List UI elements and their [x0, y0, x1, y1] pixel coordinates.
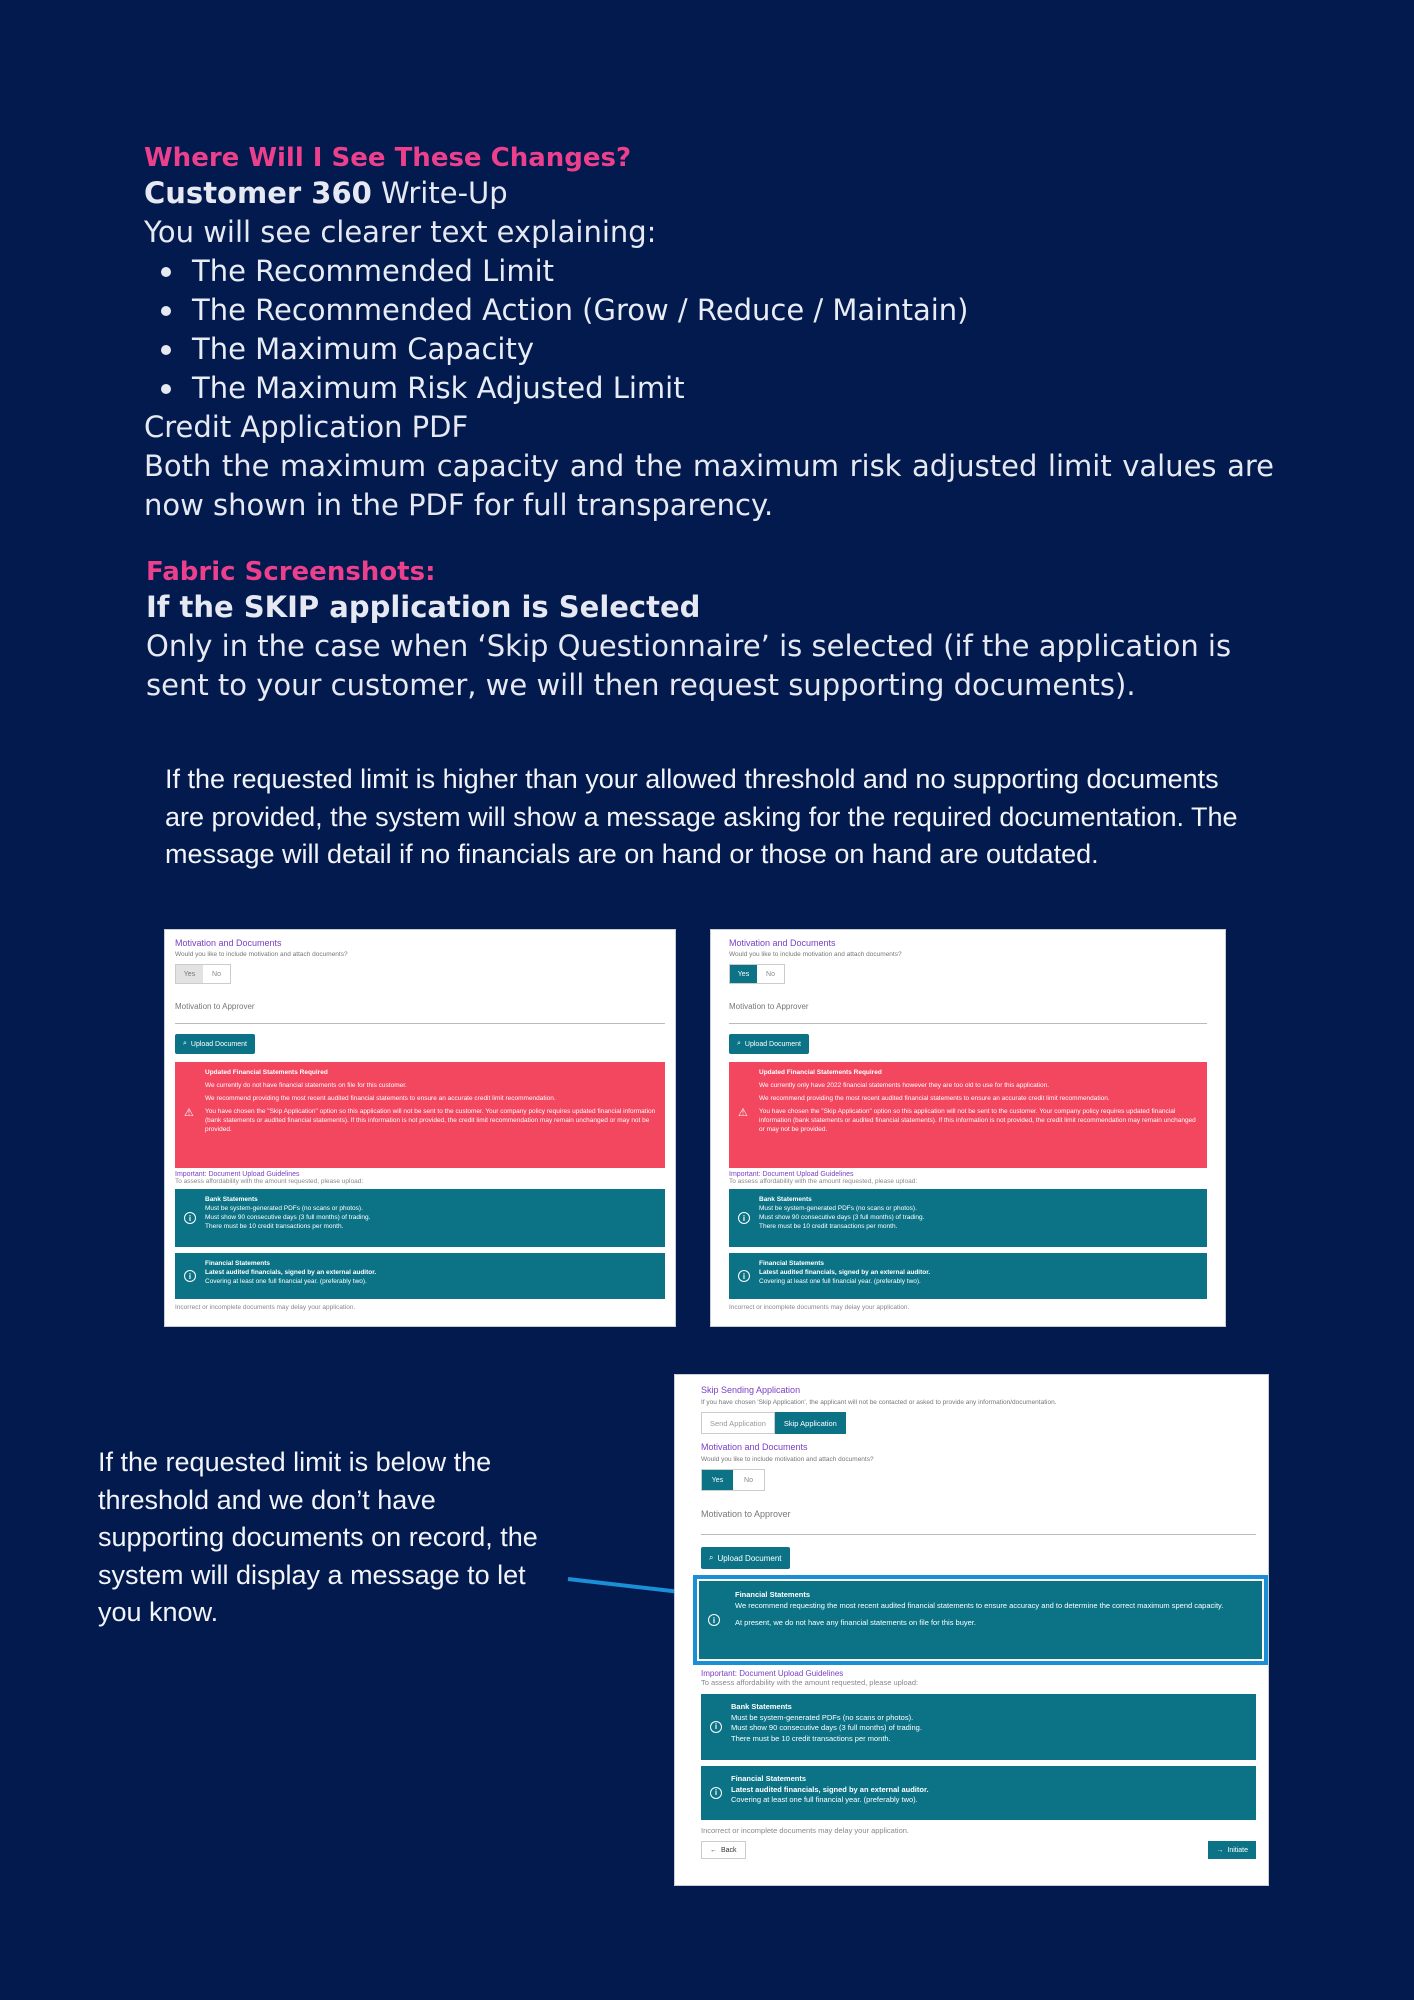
yes-option[interactable]: Yes — [730, 965, 757, 983]
send-skip-toggle[interactable] — [701, 1412, 1256, 1434]
screenshot-outdated-financials — [710, 929, 1226, 1327]
yes-no-toggle[interactable] — [701, 1469, 765, 1491]
paperclip-icon: ⌕ — [709, 1553, 714, 1562]
no-option[interactable]: No — [766, 970, 775, 978]
upload-document-button[interactable] — [175, 1034, 255, 1054]
motivation-question: Would you like to include motivation and attach documents? — [175, 951, 348, 958]
c360-line — [144, 174, 1274, 213]
yes-no-toggle[interactable] — [175, 964, 231, 984]
bank-line: Must be system-generated PDFs (no scans or photos). — [731, 1712, 914, 1722]
financial-statements-box — [175, 1253, 665, 1299]
warning-icon: ⚠ — [738, 1107, 748, 1119]
initiate-button[interactable] — [1208, 1841, 1256, 1859]
info-icon: i — [184, 1212, 196, 1224]
info-icon: i — [708, 1614, 720, 1626]
guidelines-title: Important: Document Upload Guidelines — [701, 1669, 844, 1678]
financial-statements-box — [729, 1253, 1207, 1299]
info-icon: i — [184, 1270, 196, 1282]
fin-line: At present, we do not have any financial statements on file for this buyer. — [735, 1618, 976, 1627]
footer-note: Incorrect or incomplete documents may delay your application. — [701, 1826, 910, 1835]
c360-rest: Write-Up — [371, 176, 508, 210]
financial-statements-recommendation — [699, 1581, 1262, 1659]
skip-subheading: If the SKIP application is Selected — [146, 590, 701, 624]
alert-line: You have chosen the "Skip Application" option so this application will not be sent to the customer. Your company policy requires updated financial information (bank statements or audited financial statements). If this information is not provided, the credit limit recommendation may remain unchanged or may not be provided. — [759, 1108, 1196, 1133]
fin-line: Latest audited financials, signed by an external auditor. — [731, 1784, 929, 1794]
send-application-option[interactable]: Send Application — [701, 1412, 775, 1434]
fin-line: Covering at least one full financial year. (preferably two). — [205, 1278, 367, 1285]
fin-line: Covering at least one full financial year. (preferably two). — [759, 1278, 921, 1285]
alert-title: Updated Financial Statements Required — [205, 1069, 328, 1076]
bank-line: Must show 90 consecutive days (3 full months) of trading. — [759, 1214, 925, 1221]
fin-title: Financial Statements — [205, 1260, 271, 1267]
upload-label: Upload Document — [190, 1040, 247, 1048]
highlight-frame — [693, 1575, 1268, 1665]
guidelines-sub: To assess affordability with the amount requested, please upload: — [175, 1178, 364, 1185]
no-option[interactable]: No — [744, 1476, 753, 1484]
yes-no-toggle[interactable] — [729, 964, 785, 984]
guidelines-title: Important: Document Upload Guidelines — [175, 1171, 300, 1178]
fin-line: Latest audited financials, signed by an external auditor. — [759, 1269, 931, 1276]
paperclip-icon: ⌕ — [183, 1040, 187, 1047]
info-icon: i — [738, 1212, 750, 1224]
fin-line: Latest audited financials, signed by an external auditor. — [205, 1269, 377, 1276]
threshold-high-text: If the requested limit is higher than your allowed threshold and no supporting documents are provided, the system will show a message asking for the required documentation. The message will detail if no financials are on hand or those on hand are outdated. — [165, 764, 1238, 869]
section-fabric — [146, 556, 1276, 705]
where-heading: Where Will I See These Changes? — [144, 143, 632, 173]
upload-document-button[interactable] — [729, 1034, 809, 1054]
intro-text: You will see clearer text explaining: — [144, 215, 657, 249]
info-icon: i — [710, 1787, 722, 1799]
fin-line: Covering at least one full financial year. (preferably two). — [731, 1795, 918, 1804]
back-button[interactable] — [701, 1841, 746, 1859]
initiate-label: Initiate — [1227, 1846, 1248, 1854]
bank-statements-box — [701, 1694, 1256, 1760]
bank-line: There must be 10 credit transactions per month. — [205, 1223, 344, 1230]
screenshot-below-threshold — [674, 1374, 1269, 1886]
yes-option[interactable]: Yes — [176, 965, 203, 983]
bank-line: Must show 90 consecutive days (3 full months) of trading. — [205, 1214, 371, 1221]
motivation-question: Would you like to include motivation and attach documents? — [701, 1456, 874, 1463]
financial-statements-box — [701, 1766, 1256, 1820]
pdf-text: Both the maximum capacity and the maximum risk adjusted limit values are now shown in the PDF for full transparency. — [144, 449, 1274, 522]
alert-line: We currently only have 2022 financial statements however they are too old to use for this application. — [759, 1082, 1050, 1089]
fin-line: We recommend requesting the most recent audited financial statements to ensure accuracy and to determine the correct maximum spend capacity. — [735, 1601, 1224, 1610]
fin-title: Financial Statements — [731, 1774, 807, 1783]
guidelines-sub: To assess affordability with the amount requested, please upload: — [701, 1678, 919, 1687]
bank-line: There must be 10 credit transactions per month. — [759, 1223, 898, 1230]
skip-application-option[interactable]: Skip Application — [775, 1412, 846, 1434]
list-item: The Recommended Limit — [144, 252, 1274, 291]
no-option[interactable]: No — [212, 970, 221, 978]
arrow-left-icon: ← — [710, 1846, 717, 1854]
motivation-title: Motivation and Documents — [701, 1442, 808, 1452]
guidelines-title: Important: Document Upload Guidelines — [729, 1171, 854, 1178]
financials-outdated-alert — [729, 1062, 1207, 1168]
motivation-title: Motivation and Documents — [175, 938, 282, 948]
warning-icon: ⚠ — [184, 1107, 194, 1119]
upload-label: Upload Document — [717, 1553, 782, 1563]
skip-sub: If you have chosen 'Skip Application', the applicant will not be contacted or asked to provide any information/documentation. — [701, 1399, 1057, 1406]
paperclip-icon: ⌕ — [737, 1040, 741, 1047]
action-bar — [701, 1841, 1256, 1859]
bullet-list — [144, 252, 1274, 408]
threshold-low-text: If the requested limit is below the threshold and we don’t have supporting documents on record, the system will display a message to let you know. — [98, 1447, 538, 1627]
upload-label: Upload Document — [744, 1040, 801, 1048]
list-item: The Maximum Risk Adjusted Limit — [144, 369, 1274, 408]
footer-note: Incorrect or incomplete documents may delay your application. — [729, 1304, 910, 1311]
financials-required-alert — [175, 1062, 665, 1168]
alert-line: We recommend providing the most recent audited financial statements to ensure an accurate credit limit recommendation. — [205, 1095, 556, 1102]
alert-title: Updated Financial Statements Required — [759, 1069, 882, 1076]
fin-title: Financial Statements — [759, 1260, 825, 1267]
motivation-question: Would you like to include motivation and attach documents? — [729, 951, 902, 958]
bank-title: Bank Statements — [205, 1196, 258, 1203]
bank-line: There must be 10 credit transactions per month. — [731, 1733, 891, 1743]
bank-line: Must be system-generated PDFs (no scans or photos). — [205, 1205, 363, 1212]
screenshot-no-financials — [164, 929, 676, 1327]
fin-title: Financial Statements — [735, 1590, 811, 1599]
yes-option[interactable]: Yes — [702, 1470, 733, 1490]
skip-text: Only in the case when ‘Skip Questionnaire’ is selected (if the application is sent to your customer, we will then request supporting documents). — [146, 629, 1232, 702]
alert-line: You have chosen the "Skip Application" option so this application will not be sent to the customer. Your company policy requires updated financial information (bank statements or audited financial statements). If this information is not provided, the credit limit recommendation may remain unchanged or may not be provided. — [205, 1108, 656, 1133]
bank-line: Must show 90 consecutive days (3 full months) of trading. — [731, 1723, 922, 1732]
list-item: The Recommended Action (Grow / Reduce / Maintain) — [144, 291, 1274, 330]
alert-line: We currently do not have financial statements on file for this customer. — [205, 1082, 407, 1089]
pdf-heading: Credit Application PDF — [144, 410, 469, 444]
upload-document-button[interactable] — [701, 1547, 790, 1569]
bank-statements-box — [175, 1189, 665, 1247]
back-label: Back — [721, 1846, 737, 1854]
fabric-heading: Fabric Screenshots: — [146, 557, 436, 587]
footer-note: Incorrect or incomplete documents may delay your application. — [175, 1304, 356, 1311]
arrow-right-icon: → — [1216, 1846, 1224, 1854]
motivation-field[interactable]: Motivation to Approver — [701, 1509, 1256, 1535]
section-where-changes — [144, 142, 1274, 525]
alert-line: We recommend providing the most recent audited financial statements to ensure an accurate credit limit recommendation. — [759, 1095, 1110, 1102]
bank-statements-box — [729, 1189, 1207, 1247]
motivation-field[interactable]: Motivation to Approver — [729, 1002, 1207, 1024]
c360-bold: Customer 360 — [144, 176, 372, 210]
info-icon: i — [738, 1270, 750, 1282]
bank-line: Must be system-generated PDFs (no scans or photos). — [759, 1205, 917, 1212]
skip-title: Skip Sending Application — [701, 1385, 801, 1395]
info-icon: i — [710, 1721, 722, 1733]
bank-title: Bank Statements — [759, 1196, 812, 1203]
motivation-field[interactable]: Motivation to Approver — [175, 1002, 665, 1024]
bank-title: Bank Statements — [731, 1702, 792, 1711]
motivation-title: Motivation and Documents — [729, 938, 836, 948]
list-item: The Maximum Capacity — [144, 330, 1274, 369]
guidelines-sub: To assess affordability with the amount requested, please upload: — [729, 1178, 918, 1185]
